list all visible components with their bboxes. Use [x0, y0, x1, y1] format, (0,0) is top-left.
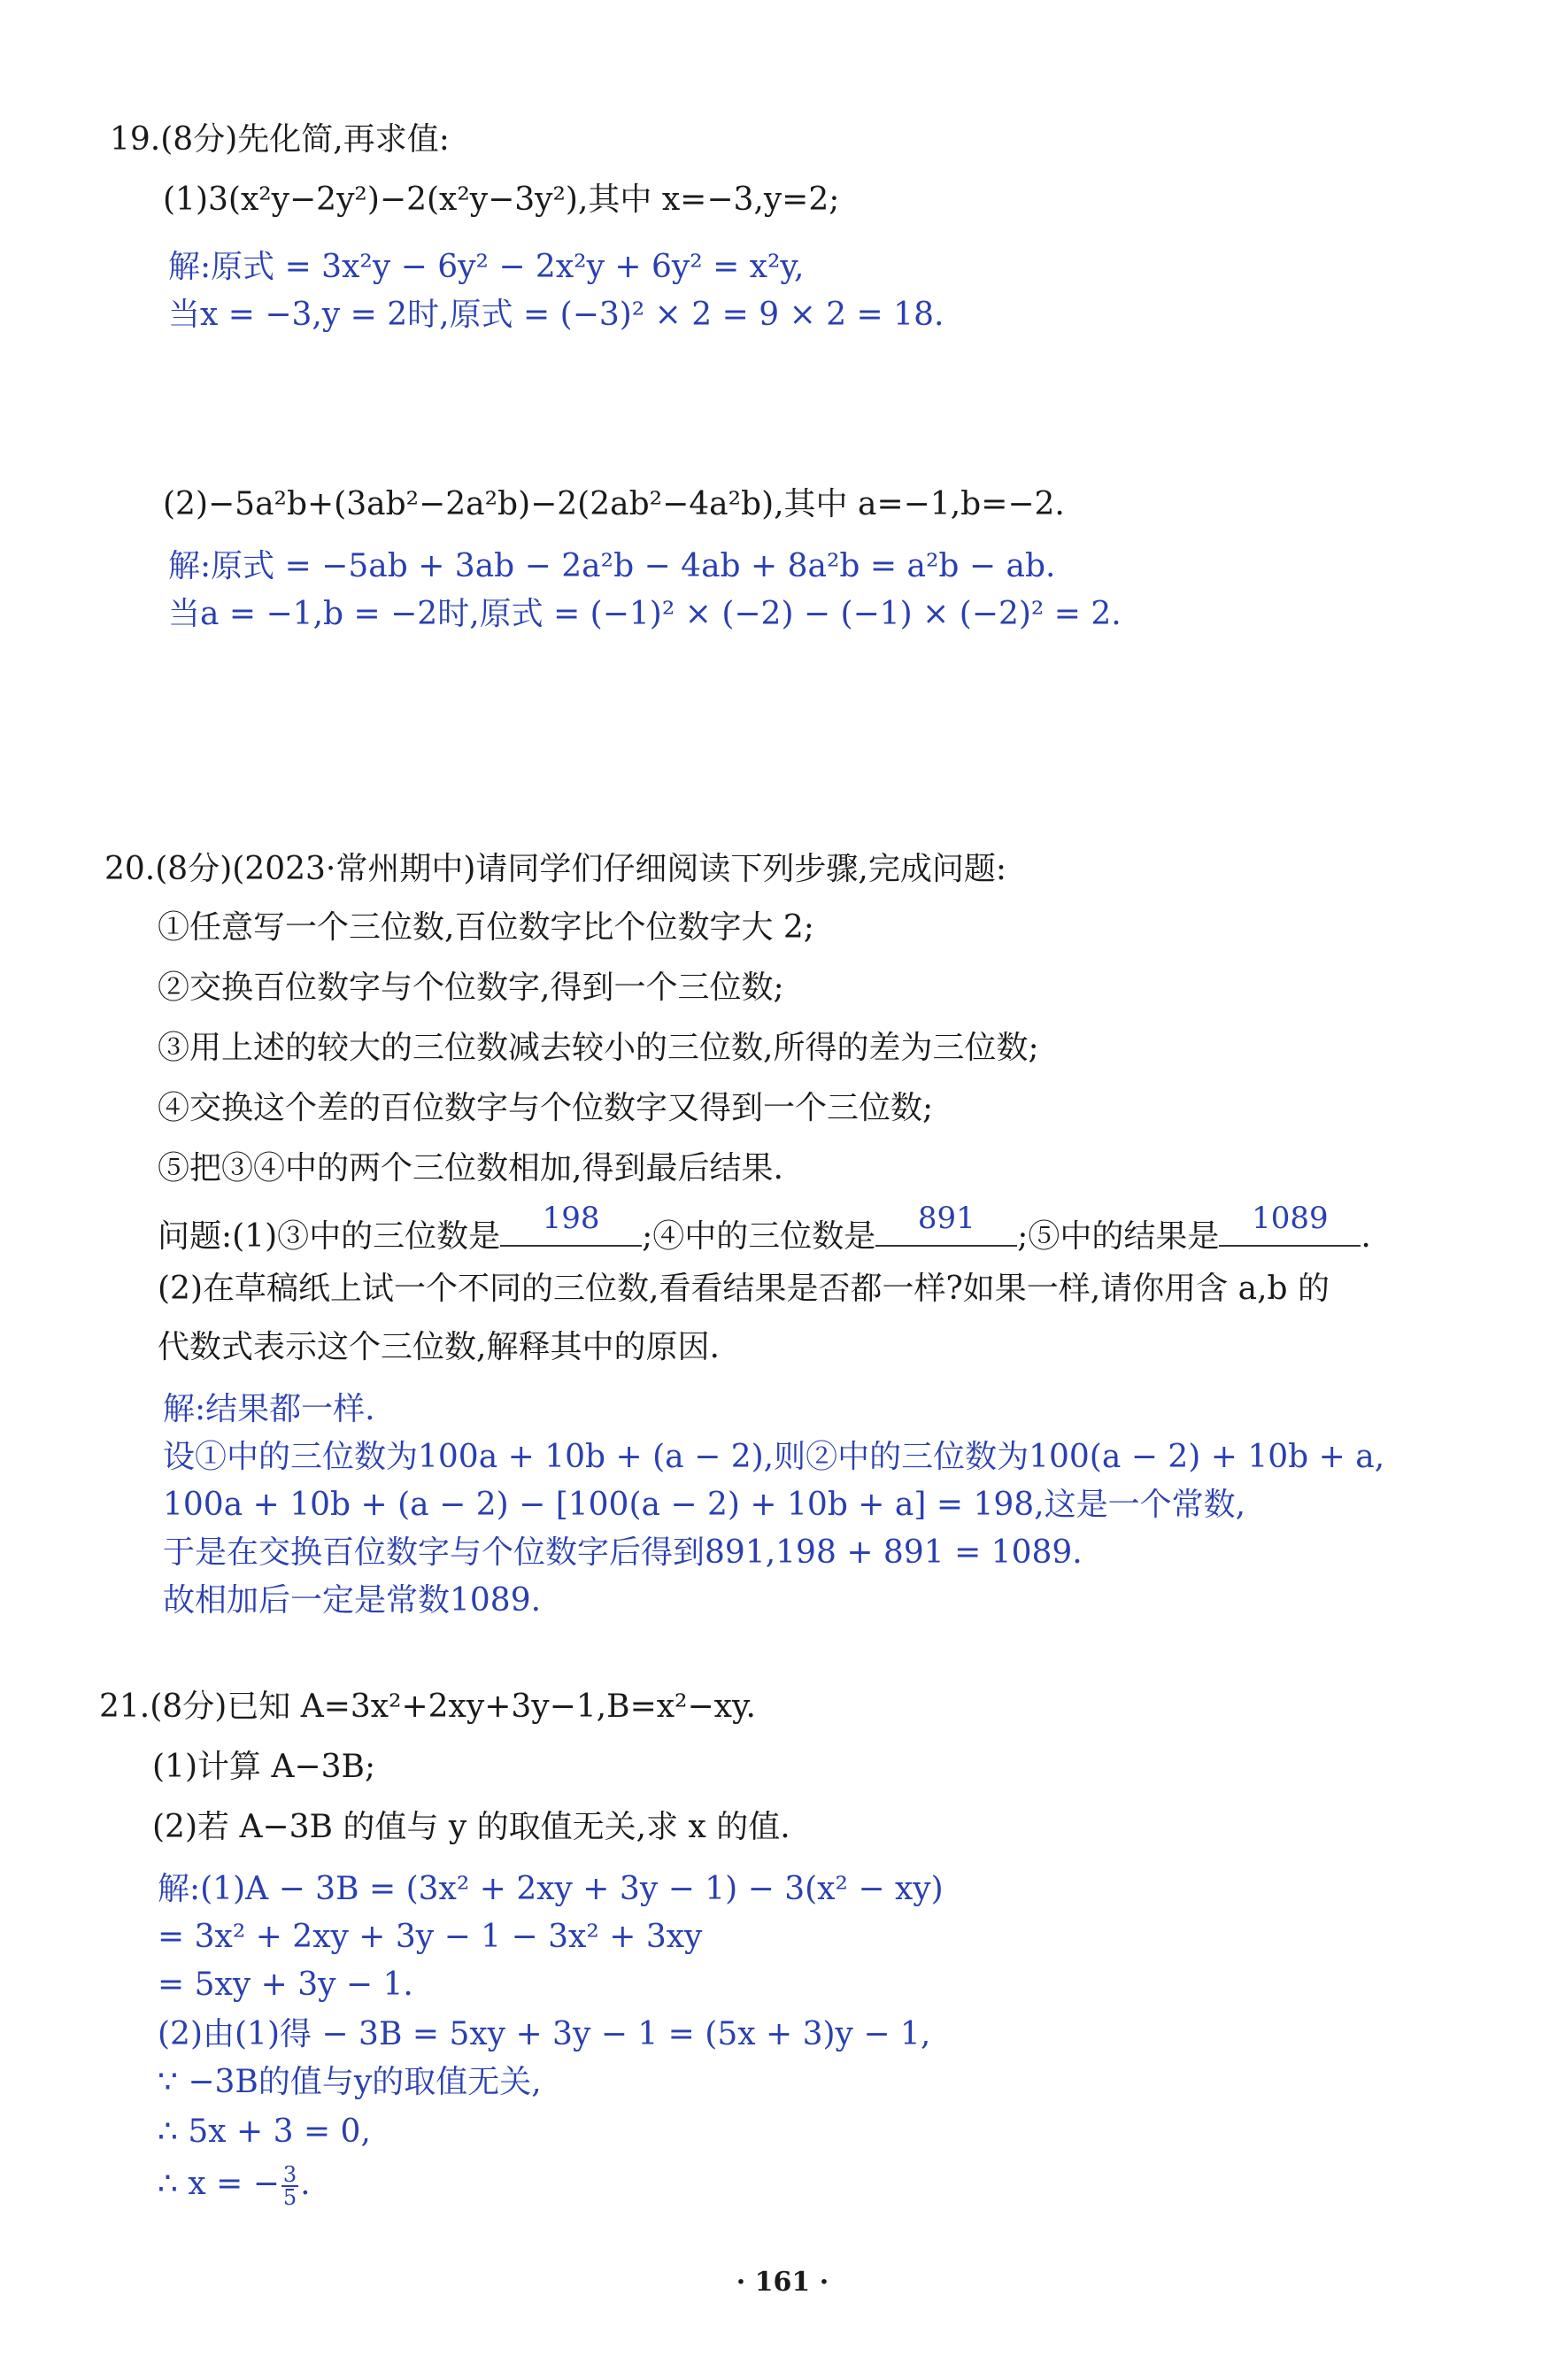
q21-header: 21.(8分)已知 A=3x²+2xy+3y−1,B=x²−xy. [99, 1688, 756, 1725]
page-number: · 161 · [736, 2267, 829, 2298]
q20-answer-line4: 于是在交换百位数字与个位数字后得到891,198 + 891 = 1089. [163, 1534, 1083, 1571]
q20-step3: ③用上述的较大的三位数减去较小的三位数,所得的差为三位数; [158, 1030, 1039, 1066]
q19-answer1-line2: 当x = −3,y = 2时,原式 = (−3)² × 2 = 9 × 2 = 18. [168, 297, 944, 333]
q20-step5: ⑤把③④中的两个三位数相加,得到最后结果. [158, 1150, 783, 1186]
q19-answer2-line2: 当a = −1,b = −2时,原式 = (−1)² × (−2) − (−1) × (−2)² = 2. [168, 596, 1122, 632]
q20-step1: ①任意写一个三位数,百位数字比个位数字大 2; [158, 909, 814, 946]
q20-answer-line5: 故相加后一定是常数1089. [163, 1582, 542, 1619]
q20-answer-line3: 100a + 10b + (a − 2) − [100(a − 2) + 10b + a] = 198,这是一个常数, [163, 1487, 1246, 1523]
answer-blank-1[interactable] [500, 1201, 642, 1247]
fraction-denominator: 5 [282, 2185, 297, 2210]
q21-answer-line6: ∴ 5x + 3 = 0, [158, 2113, 371, 2150]
q21-answer-line7-suffix: . [300, 2166, 311, 2202]
q20-header: 20.(8分)(2023·常州期中)请同学们仔细阅读下列步骤,完成问题: [104, 851, 1006, 887]
answer-blank-3-value: 1089 [1252, 1201, 1329, 1236]
q20-question2-line2: 代数式表示这个三位数,解释其中的原因. [158, 1329, 720, 1365]
q21-answer-line7-prefix: ∴ x = − [158, 2166, 280, 2202]
q21-answer-line4: (2)由(1)得 − 3B = 5xy + 3y − 1 = (5x + 3)y − 1, [158, 2016, 931, 2052]
q19-part1: (1)3(x²y−2y²)−2(x²y−3y²),其中 x=−3,y=2; [163, 182, 840, 218]
q20-question1-mid1: ;④中的三位数是 [642, 1218, 876, 1255]
q21-answer-line5: ∵ −3B的值与y的取值无关, [158, 2064, 542, 2100]
q21-part1: (1)计算 A−3B; [152, 1749, 376, 1785]
answer-blank-3[interactable] [1219, 1201, 1361, 1247]
q19-header: 19.(8分)先化简,再求值: [110, 121, 450, 158]
answer-blank-1-value: 198 [542, 1201, 600, 1236]
q20-question1-end: . [1361, 1218, 1371, 1255]
q20-question1 [158, 1201, 1371, 1256]
q20-question2-line1: (2)在草稿纸上试一个不同的三位数,看看结果是否都一样?如果一样,请你用含 a,b 的 [158, 1271, 1330, 1307]
q20-answer-line1: 解:结果都一样. [163, 1391, 375, 1427]
answer-blank-2[interactable] [875, 1201, 1017, 1247]
q21-answer-line2: = 3x² + 2xy + 3y − 1 − 3x² + 3xy [158, 1919, 703, 1955]
q19-answer1-line1: 解:原式 = 3x²y − 6y² − 2x²y + 6y² = x²y, [168, 249, 805, 285]
q21-answer-line1: 解:(1)A − 3B = (3x² + 2xy + 3y − 1) − 3(x² − xy) [158, 1871, 944, 1907]
q20-answer-line2: 设①中的三位数为100a + 10b + (a − 2),则②中的三位数为100(a − 2) + 10b + a, [163, 1439, 1385, 1475]
q20-step2: ②交换百位数字与个位数字,得到一个三位数; [158, 970, 784, 1006]
answer-blank-2-value: 891 [917, 1201, 975, 1236]
q19-answer2-line1: 解:原式 = −5ab + 3ab − 2a²b − 4ab + 8a²b = a²b − ab. [168, 548, 1056, 584]
q21-part2: (2)若 A−3B 的值与 y 的取值无关,求 x 的值. [152, 1809, 790, 1845]
q20-step4: ④交换这个差的百位数字与个位数字又得到一个三位数; [158, 1090, 934, 1126]
q20-question1-mid2: ;⑤中的结果是 [1017, 1218, 1220, 1255]
fraction-numerator: 3 [282, 2162, 297, 2187]
q19-part2: (2)−5a²b+(3ab²−2a²b)−2(2ab²−4a²b),其中 a=−1,b=−2. [163, 486, 1065, 522]
fraction [281, 2164, 298, 2208]
q20-question1-prefix: 问题:(1)③中的三位数是 [158, 1218, 501, 1255]
q21-answer-line3: = 5xy + 3y − 1. [158, 1967, 413, 2003]
q21-answer-line7 [158, 2164, 311, 2208]
